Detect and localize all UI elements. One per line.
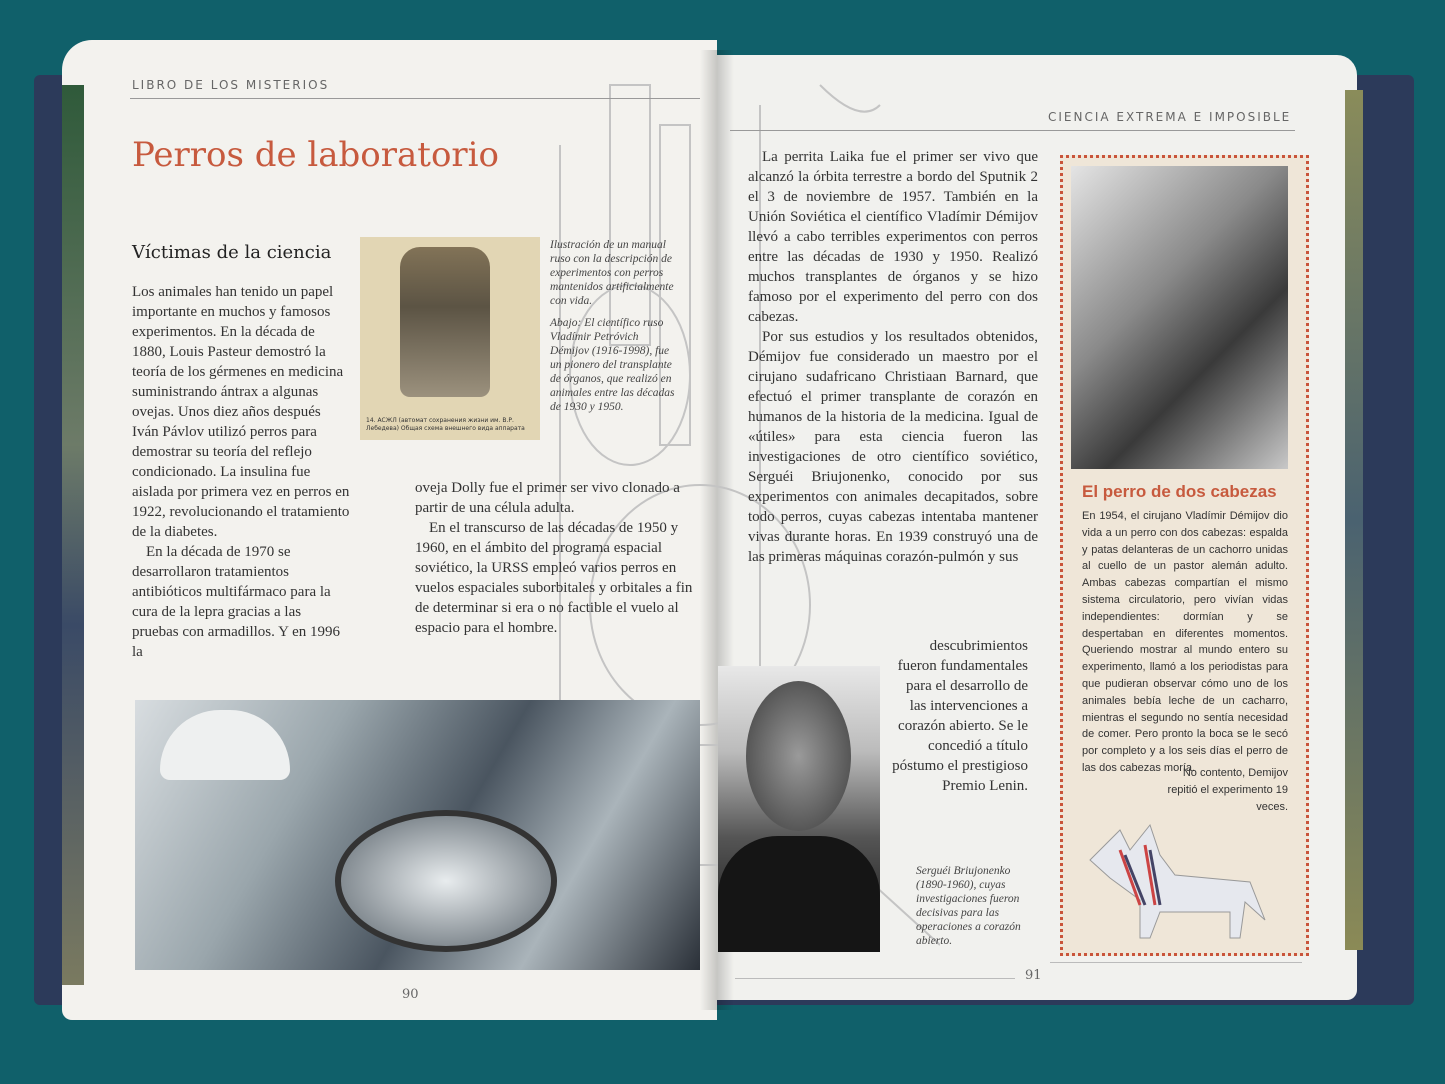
page-title: Perros de laboratorio xyxy=(132,135,500,175)
caption-text: Ilustración de un manual ruso con la descripción de experimentos con perros mantenidos artificialmente con vida. xyxy=(550,239,674,307)
page-edge-image xyxy=(62,85,84,985)
two-headed-dog-photo xyxy=(1071,166,1288,469)
briujonenko-portrait xyxy=(718,666,880,952)
diagram-caption: 14. АСЖЛ (автомат сохранения жизни им. В.Р. Лебедева) Общая схема внешнего вида аппарата xyxy=(366,417,525,432)
section-heading: Víctimas de la ciencia xyxy=(132,242,332,263)
russian-manual-diagram xyxy=(360,237,540,440)
caption-label: Abajo: xyxy=(550,317,582,329)
paragraph: En el transcurso de las décadas de 1950 y 1960, en el ámbito del programa espacial soviético, la URSS empleó varios perros en vuelos espaciales suborbitales y orbitales a fin de determinar si era o no factible el vuelo al espacio para el hombre. xyxy=(415,520,693,636)
header-rule xyxy=(730,130,1295,131)
caption-text: El científico ruso Vladímir Petróvich Démijov (1916-1998), fue un pionero del transplante de órganos, que realizó en animales entre las décadas de 1930 y 1950. xyxy=(550,317,675,413)
image-caption xyxy=(550,238,680,414)
paragraph: Por sus estudios y los resultados obtenidos, Démijov fue considerado un maestro por el cirujano sudafricano Christiaan Barnard, que efectuó el primer transplante de corazón en humanos de la historia de la medicina. Igual de «útiles» para esta ciencia fueron las investigaciones de otro científico soviético, Serguéi Briujonenko, conocido por sus experimentos con animales decapitados, sobre todo perros, cuyas cabezas intentaba mantener vivas durante horas. En 1939 construyó una de las primeras máquinas corazón-pulmón y sus xyxy=(748,329,1038,565)
page-number: 91 xyxy=(1025,968,1042,983)
sidebar-text-end: No contento, Demijov repitió el experimento 19 veces. xyxy=(1167,767,1288,813)
page-edge-image xyxy=(1345,90,1363,950)
portrait-caption: Serguéi Briujonenko (1890-1960), cuyas investigaciones fueron decisivas para las operaciones a corazón abierto. xyxy=(916,865,1021,947)
footer-rule xyxy=(735,978,1015,979)
paragraph: Los animales han tenido un papel importante en muchos y famosos experimentos. En la década de 1880, Louis Pasteur demostró la teoría de los gérmenes en medicina suministrando ántrax a algunas ovejas. Unos diez años después Iván Pávlov utilizó perros para demostrar su teoría del reflejo condicionado. La insulina fue aislada por primera vez en perros en 1922, revolucionando el tratamiento de la diabetes. xyxy=(132,284,350,540)
two-headed-dog-illustration xyxy=(1080,820,1270,940)
paragraph: oveja Dolly fue el primer ser vivo clonado a partir de una célula adulta. xyxy=(415,480,680,516)
footer-rule xyxy=(1050,962,1302,963)
header-rule xyxy=(130,98,700,99)
running-head-right: CIENCIA EXTREMA E IMPOSIBLE xyxy=(1048,110,1292,124)
body-text xyxy=(132,282,350,662)
paragraph: La perrita Laika fue el primer ser vivo que alcanzó la órbita terrestre a bordo del Sputnik 2 el 3 de noviembre de 1957. También en la Unión Soviética el científico Vladímir Démijov llevó a cabo terribles experimentos con perros entre las décadas de 1930 y 1950. Realizó muchos transplantes de órganos y se hizo famoso por el experimento del perro con dos cabezas. xyxy=(748,149,1038,325)
body-text xyxy=(748,147,1038,567)
body-text: descubrimientos fueron fundamentales para el desarrollo de las intervenciones a corazón abierto. Se le concedió a título póstumo el prestigioso Premio Lenin. xyxy=(892,638,1028,794)
scientist-photo xyxy=(135,700,700,970)
running-head-left: LIBRO DE LOS MISTERIOS xyxy=(132,78,330,92)
sidebar-title: El perro de dos cabezas xyxy=(1082,482,1277,501)
sidebar-text: En 1954, el cirujano Vladímir Démijov dio vida a un perro con dos cabezas: espalda y patas delanteras de un cachorro unidas al cuello de un pastor alemán adulto. Ambas cabezas compartían el mismo sistema circulatorio, pero vivían vidas independientes: dormían y se despertaban en diferentes momentos. Queriendo mostrar al mundo entero su experimento, llamó a los periodistas para que pudieran observar cómo uno de los animales bebía leche de un cacharro, mientras el segundo no sentía necesidad de comer. Pero pronto la boca se le secó por completo y a los seis días el perro de las dos cabezas moría. xyxy=(1082,510,1288,774)
page-number: 90 xyxy=(402,987,419,1002)
body-text xyxy=(415,478,695,638)
paragraph: En la década de 1970 se desarrollaron tratamientos antibióticos multifármaco para la cura de la lepra gracias a las pruebas con armadillos. Y en 1996 la xyxy=(132,544,341,660)
